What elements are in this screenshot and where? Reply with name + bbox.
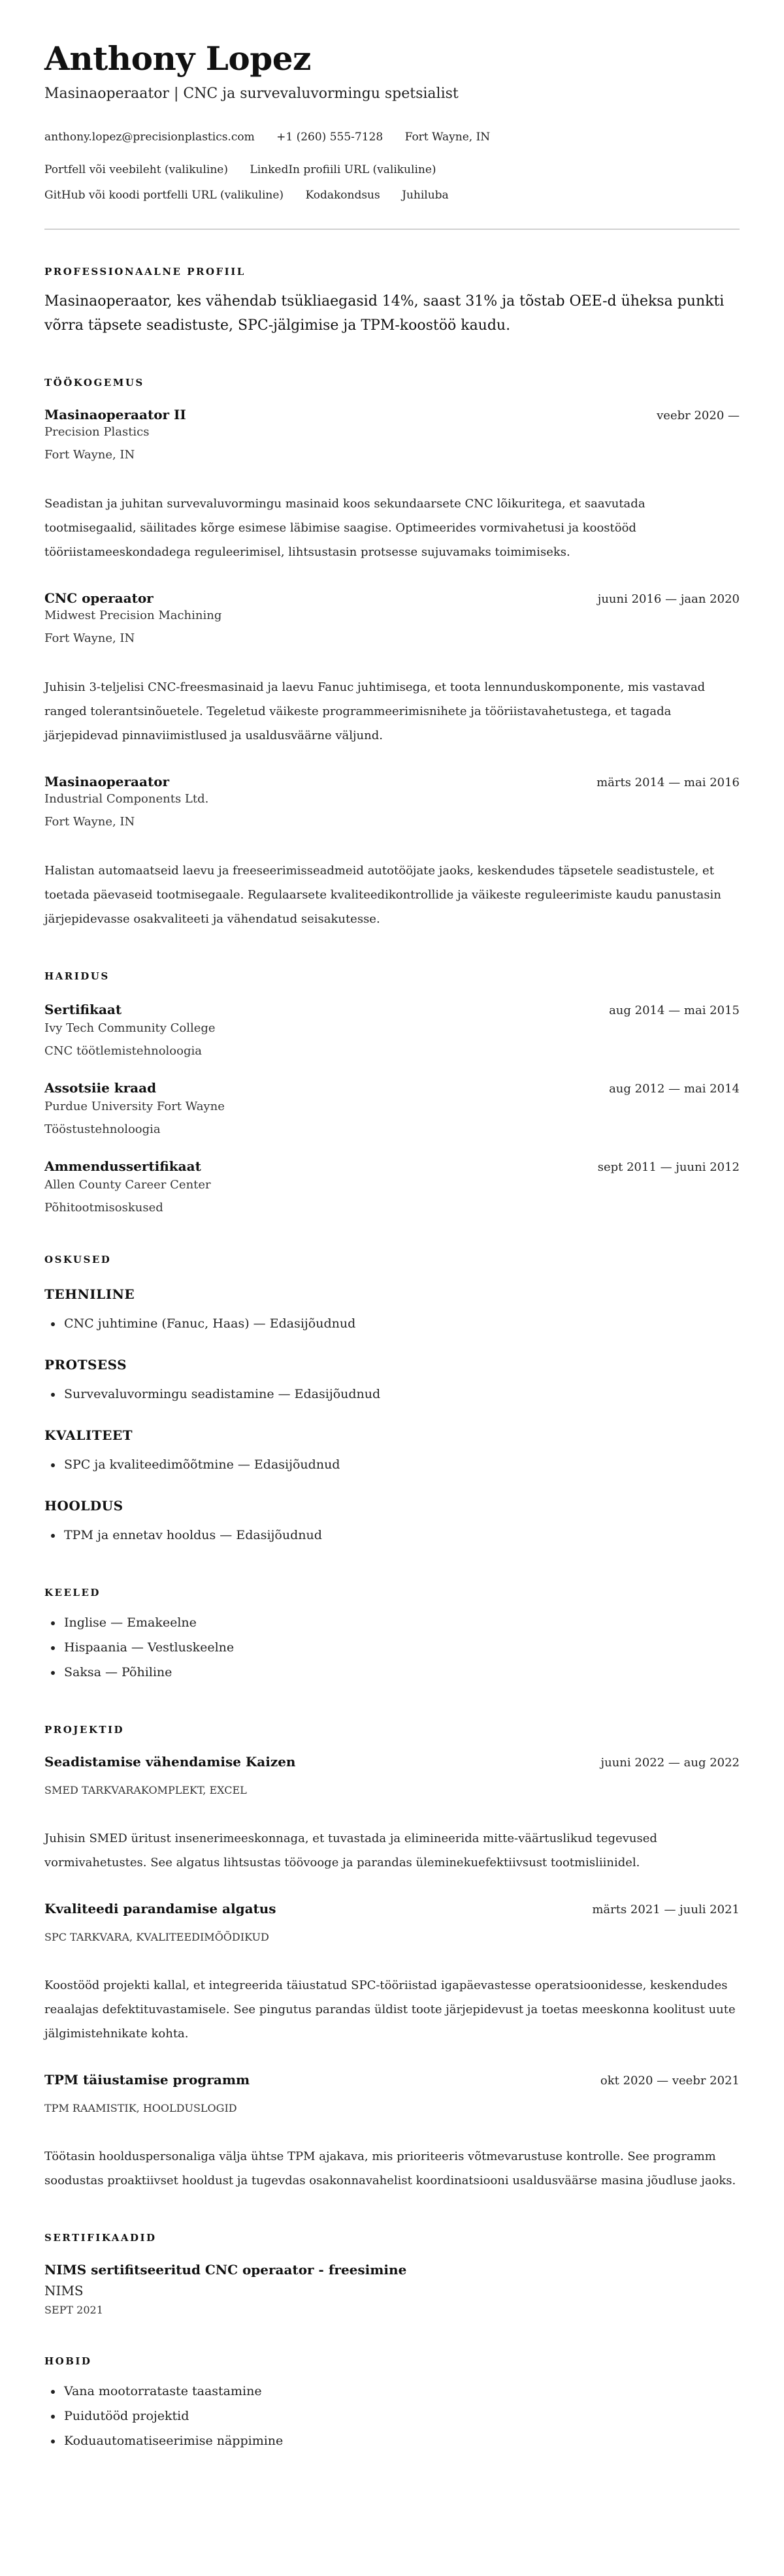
skill-category-name: HOOLDUS: [44, 1497, 123, 1514]
job-location: Fort Wayne, IN: [44, 814, 135, 829]
project-description: Juhisin SMED üritust insenerimeeskonnaga, et tuvastada ja elimineerida mitte-väärtuslikud tegevused vormivahetustes. See algatus lihtsustas töövooge ja parandas üleminekuefektiivsust tootmisliinidel.: [44, 1831, 657, 1869]
hobby-list: [44, 2379, 740, 2453]
project-date: juuni 2022 — aug 2022: [600, 1755, 740, 1770]
job-company: Midwest Precision Machining: [44, 608, 222, 622]
job-company: Industrial Components Ltd.: [44, 791, 209, 806]
skill-item: • TPM ja ennetav hooldus — Edasijõudnud: [63, 1523, 740, 1548]
education-date: sept 2011 — juuni 2012: [597, 1160, 740, 1174]
certification-name: NIMS sertifitseeritud CNC operaator - freesimine: [44, 2261, 407, 2278]
contact-email[interactable]: anthony.lopez@precisionplastics.com: [44, 130, 255, 144]
education-school: Allen County Career Center: [44, 1177, 211, 1192]
hobby-item: • Vana mootorrataste taastamine: [63, 2379, 740, 2404]
section-title-education: HARIDUS: [44, 970, 110, 982]
project-date: okt 2020 — veebr 2021: [600, 2073, 740, 2088]
project-tech: SMED TARKVARAKOMPLEKT, EXCEL: [44, 1783, 247, 1796]
section-title-projects: PROJEKTID: [44, 1723, 125, 1736]
contact-phone[interactable]: +1 (260) 555-7128: [276, 130, 384, 144]
project-title: TPM täiustamise programm: [44, 2071, 250, 2088]
education-entry: [44, 1002, 740, 1058]
profile-summary: Masinaoperaator, kes vähendab tsükliaegasid 14%, saast 31% ja tõstab OEE-d üheksa punkti võrra täpsete seadistuste, SPC-jälgimise ja TPM-koostöö kaudu.: [44, 293, 725, 334]
education-field: Põhitootmisoskused: [44, 1200, 163, 1215]
header-divider: [44, 229, 740, 230]
education-degree: Sertifikaat: [44, 1001, 122, 1017]
project-entry: [44, 1754, 740, 1875]
project-description: Koostööd projekti kallal, et integreerida täiustatud SPC-tööriistad igapäevastesse operatsioonidesse, keskendudes reaalajas defektituvastamisele. See pingutus parandas üldist toote järjepidevust ja toetas meeskonna koolitust uute jälgimistehnikate kohta.: [44, 1978, 736, 2041]
job-title: Masinaoperaator II: [44, 406, 186, 422]
languages-section: [44, 1587, 740, 1685]
project-tech: TPM RAAMISTIK, HOOLDUSLOGID: [44, 2101, 237, 2114]
language-item: • Hispaania — Vestluskeelne: [63, 1635, 740, 1660]
education-degree: Ammendussertifikaat: [44, 1158, 201, 1174]
contact-portfolio[interactable]: Portfell või veebileht (valikuline): [44, 163, 228, 176]
job-date: veebr 2020 —: [657, 408, 740, 422]
skill-list: [44, 1452, 740, 1477]
project-entry: [44, 1901, 740, 2046]
candidate-name: Anthony Lopez: [44, 39, 311, 78]
section-title-experience: TÖÖKOGEMUS: [44, 376, 144, 389]
project-entry: [44, 2072, 740, 2193]
certification-entry: [44, 2262, 740, 2316]
project-title: Seadistamise vähendamise Kaizen: [44, 1753, 296, 1770]
job-description: Halistan automaatseid laevu ja freeseerimisseadmeid autotööjate jaoks, keskendudes täpsetele seadistustele, et toetada päevaseid tootmisegaale. Regulaarsete kvaliteedikontrollide ja väikeste reguleerimiste kaudu panustasin järjepidevasse osakvaliteeti ja vähendatud seisakutesse.: [44, 863, 721, 926]
job-entry: [44, 407, 740, 564]
job-location: Fort Wayne, IN: [44, 447, 135, 462]
skill-item: • SPC ja kvaliteedimõõtmine — Edasijõudnud: [63, 1452, 740, 1477]
skill-item: • CNC juhtimine (Fanuc, Haas) — Edasijõudnud: [63, 1311, 740, 1336]
education-field: Tööstustehnoloogia: [44, 1122, 161, 1136]
language-list: [44, 1610, 740, 1685]
education-entry: [44, 1158, 740, 1215]
language-item: • Saksa — Põhiline: [63, 1660, 740, 1685]
skill-category-name: KVALITEET: [44, 1427, 133, 1443]
experience-section: [44, 377, 740, 931]
resume-header: [44, 39, 740, 202]
job-entry: [44, 774, 740, 931]
job-description: Juhisin 3-teljelisi CNC-freesmasinaid ja laevu Fanuc juhtimisega, et toota lennunduskomponente, mis vastavad ranged tolerantsinõuetele. Tegeletud väikeste programmeerimisnihete ja tööriistavahetustega, et tagada järjepidevad pinnaviimistlused ja usaldusväärne väljund.: [44, 680, 706, 742]
certification-date: SEPT 2021: [44, 2303, 103, 2316]
certifications-section: [44, 2232, 740, 2316]
contact-row-primary: [44, 130, 740, 144]
education-entry: [44, 1080, 740, 1136]
contact-linkedin[interactable]: LinkedIn profiili URL (valikuline): [250, 163, 436, 176]
education-section: [44, 970, 740, 1215]
hobby-item: • Koduautomatiseerimise näppimine: [63, 2428, 740, 2453]
education-field: CNC töötlemistehnoloogia: [44, 1043, 202, 1058]
contact-github[interactable]: GitHub või koodi portfelli URL (valikuline): [44, 188, 284, 202]
skill-list: [44, 1382, 740, 1407]
section-title-certifications: SERTIFIKAADID: [44, 2231, 157, 2244]
education-date: aug 2014 — mai 2015: [609, 1003, 740, 1017]
skill-category: [44, 1427, 740, 1477]
project-date: märts 2021 — juuli 2021: [592, 1902, 740, 1916]
hobby-item: • Puidutööd projektid: [63, 2404, 740, 2428]
project-tech: SPC TARKVARA, KVALITEEDIMÕÕDIKUD: [44, 1930, 269, 1943]
skill-category: [44, 1286, 740, 1336]
section-title-languages: KEELED: [44, 1586, 101, 1598]
job-date: märts 2014 — mai 2016: [596, 775, 740, 789]
section-title-hobbies: HOBID: [44, 2355, 92, 2367]
contact-drivers-license: Juhiluba: [402, 188, 449, 202]
skill-category-name: TEHNILINE: [44, 1286, 135, 1302]
skill-list: [44, 1523, 740, 1548]
projects-section: [44, 1724, 740, 2193]
job-date: juuni 2016 — jaan 2020: [597, 592, 740, 606]
section-title-skills: OSKUSED: [44, 1253, 112, 1265]
contact-row-extra: [44, 188, 740, 202]
education-date: aug 2012 — mai 2014: [609, 1081, 740, 1096]
job-entry: [44, 590, 740, 748]
skill-item: • Survevaluvormingu seadistamine — Edasijõudnud: [63, 1382, 740, 1407]
language-item: • Inglise — Emakeelne: [63, 1610, 740, 1635]
candidate-headline: Masinaoperaator | CNC ja survevaluvormingu spetsialist: [44, 86, 459, 102]
project-description: Töötasin hoolduspersonaliga välja ühtse TPM ajakava, mis prioriteeris võtmevarustuse kontrolle. See programm soodustas proaktiivset hooldust ja tugevdas osakonnavahelist koordinatsiooni usaldusväärse masina jõudluse jaoks.: [44, 2149, 736, 2187]
profile-section: [44, 266, 740, 338]
contact-row-links: [44, 163, 740, 177]
skill-category: [44, 1357, 740, 1407]
job-location: Fort Wayne, IN: [44, 631, 135, 645]
education-school: Purdue University Fort Wayne: [44, 1099, 225, 1113]
education-degree: Assotsiie kraad: [44, 1079, 157, 1096]
job-title: Masinaoperaator: [44, 773, 170, 789]
contact-citizenship: Kodakondsus: [305, 188, 380, 202]
skill-category: [44, 1498, 740, 1548]
project-title: Kvaliteedi parandamise algatus: [44, 1900, 276, 1916]
contact-location: Fort Wayne, IN: [404, 130, 491, 144]
skill-category-name: PROTSESS: [44, 1356, 127, 1373]
section-title-profile: PROFESSIONAALNE PROFIIL: [44, 265, 246, 278]
education-school: Ivy Tech Community College: [44, 1021, 216, 1035]
skill-list: [44, 1311, 740, 1336]
certification-issuer: NIMS: [44, 2282, 84, 2298]
job-company: Precision Plastics: [44, 424, 150, 439]
job-title: CNC operaator: [44, 590, 154, 606]
skills-section: [44, 1254, 740, 1548]
hobbies-section: [44, 2355, 740, 2453]
job-description: Seadistan ja juhitan survevaluvormingu masinaid koos sekundaarsete CNC lõikuritega, et saavutada tootmisegaalid, säilitades kõrge esimese läbimise saagise. Optimeerides vormivahetusi ja koostööd tööriistameeskondadega reguleerimisel, lihtsustasin protsesse sujuvamaks toimimiseks.: [44, 496, 645, 559]
